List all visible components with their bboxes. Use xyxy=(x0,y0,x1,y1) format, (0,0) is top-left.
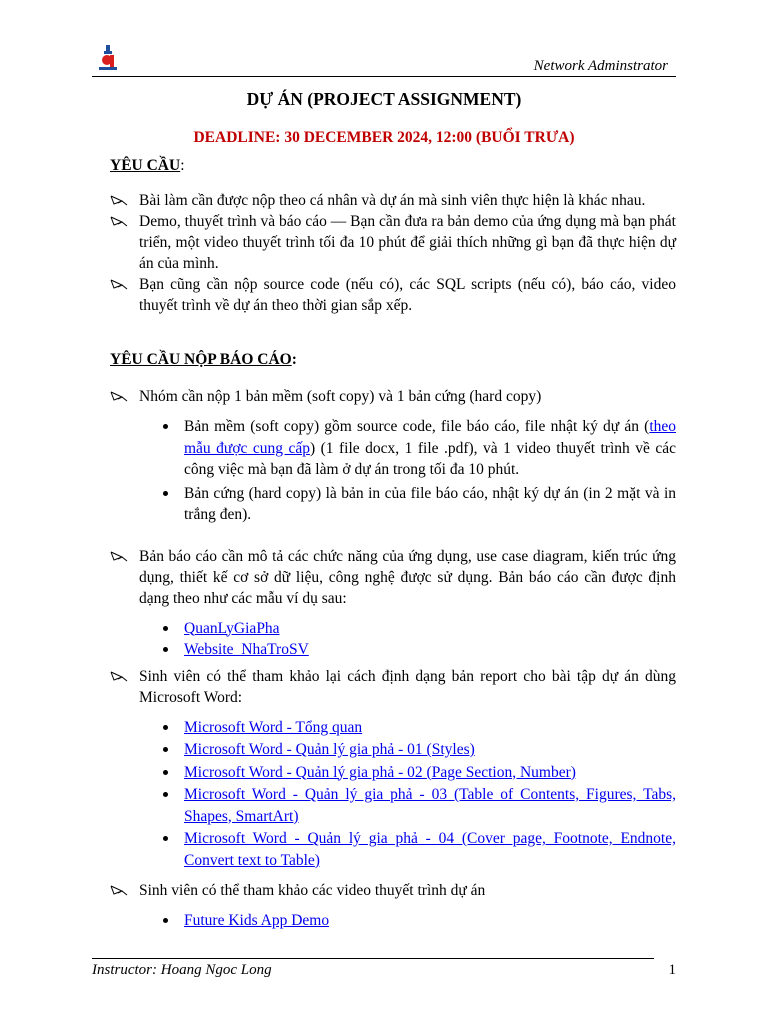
video-links-list xyxy=(110,910,676,932)
section-heading-report xyxy=(110,349,676,371)
heading-colon: : xyxy=(180,157,185,174)
list-item xyxy=(110,784,676,827)
bullet-dot xyxy=(163,491,168,496)
list-item xyxy=(110,880,676,901)
list-item xyxy=(110,211,676,274)
footer-instructor: Instructor: Hoang Ngoc Long xyxy=(92,962,272,978)
hard-copy-text: Bản cứng (hard copy) là bản in của file báo cáo, nhật ký dự án (in 2 mặt và in trắng đen). xyxy=(184,484,676,523)
word-link-overview[interactable]: Microsoft Word - Tổng quan xyxy=(184,718,363,736)
list-item xyxy=(110,546,676,609)
list-item xyxy=(110,762,676,784)
bullet-dot xyxy=(163,725,168,730)
requirements-list xyxy=(110,190,676,316)
page-number: 1 xyxy=(668,962,676,978)
heading-colon: : xyxy=(291,351,297,368)
pointing-hand-icon xyxy=(110,548,128,564)
list-item xyxy=(110,739,676,761)
list-item-text: Bạn cũng cần nộp source code (nếu có), các SQL scripts (nếu có), báo cáo, video thuyết trình về dự án theo thời gian sắp xếp. xyxy=(139,276,676,314)
deadline-text: DEADLINE: 30 DECEMBER 2024, 12:00 (BUỔI TRƯA) xyxy=(193,129,575,146)
list-item-text: Sinh viên có thể tham khảo lại cách định dạng bản report cho bài tập dự án dùng Microsoft Word: xyxy=(139,667,676,706)
list-item-text: Nhóm cần nộp 1 bản mềm (soft copy) và 1 bản cứng (hard copy) xyxy=(139,388,542,405)
bullet-dot xyxy=(163,836,168,841)
bullet-dot xyxy=(163,747,168,752)
section-heading-requirements xyxy=(110,155,676,177)
bullet-dot xyxy=(163,626,168,631)
word-link-cover-page[interactable]: Microsoft Word - Quản lý gia phả - 04 (Cover page, Footnote, Endnote, Convert text to Table) xyxy=(184,830,676,869)
list-item xyxy=(110,386,676,407)
bullet-dot xyxy=(163,792,168,797)
soft-copy-text-end: ) (1 file docx, 1 file .pdf), và 1 video thuyết trình về các công việc mà bạn đã làm ở dự án trong tối đa 10 phút. xyxy=(184,439,676,478)
section-heading-text: YÊU CẦU NỘP BÁO CÁO xyxy=(110,351,292,368)
header-course-name: Network Adminstrator xyxy=(533,58,668,74)
word-link-table-of-contents[interactable]: Microsoft Word - Quản lý gia phả - 03 (Table of Contents, Figures, Tabs, Shapes, SmartArt) xyxy=(184,786,676,825)
report-content-list xyxy=(110,546,676,609)
word-links-list xyxy=(110,717,676,872)
list-item xyxy=(110,828,676,871)
school-logo xyxy=(97,43,119,73)
list-item xyxy=(110,274,676,316)
video-link-future-kids[interactable]: Future Kids App Demo xyxy=(184,912,330,929)
list-item xyxy=(110,190,676,211)
page-title: DỰ ÁN (PROJECT ASSIGNMENT) xyxy=(246,89,522,109)
word-link-page-section[interactable]: Microsoft Word - Quản lý gia phả - 02 (Page Section, Number) xyxy=(184,763,576,781)
word-link-styles[interactable]: Microsoft Word - Quản lý gia phả - 01 (Styles) xyxy=(184,741,475,758)
list-item-text: Demo, thuyết trình và báo cáo — Bạn cần đưa ra bản demo của ứng dụng mà bạn phát triển, một video thuyết trình tối đa 10 phút để giải thích những gì bạn đã thực hiện dự án của mình. xyxy=(139,213,676,272)
header-divider xyxy=(92,76,676,77)
bullet-dot xyxy=(163,918,168,923)
section-heading-text: YÊU CẦU xyxy=(110,157,181,174)
pointing-hand-icon xyxy=(110,388,128,404)
pointing-hand-icon xyxy=(110,668,128,684)
example-links-list xyxy=(110,618,676,661)
pointing-hand-icon xyxy=(110,192,128,208)
list-item xyxy=(110,618,676,640)
list-item-text: Bản báo cáo cần mô tả các chức năng của ứng dụng, use case diagram, kiến trúc ứng dụng, thiết kế cơ sở dữ liệu, công nghệ được sử dụng. Bản báo cáo cần được định dạng theo như các mẫu ví dụ sau: xyxy=(139,547,676,607)
list-item xyxy=(110,666,676,708)
footer-divider xyxy=(92,958,654,959)
pointing-hand-icon xyxy=(110,276,128,292)
bullet-dot xyxy=(163,647,168,652)
list-item xyxy=(110,717,676,739)
list-item-text: Bài làm cần được nộp theo cá nhân và dự án mà sinh viên thực hiện là khác nhau. xyxy=(139,192,646,209)
soft-copy-text: Bản mềm (soft copy) gồm source code, file báo cáo, file nhật ký dự án ( xyxy=(184,418,650,435)
report-requirements-list xyxy=(110,386,676,407)
bullet-dot xyxy=(163,770,168,775)
bullet-dot xyxy=(163,424,168,429)
video-reference-list xyxy=(110,880,676,901)
template-link[interactable]: theo mẫu được cung cấp xyxy=(184,418,676,457)
pointing-hand-icon xyxy=(110,882,128,898)
list-item xyxy=(110,910,676,932)
word-reference-list xyxy=(110,666,676,708)
list-item-text: Sinh viên có thể tham khảo các video thuyết trình dự án xyxy=(139,882,486,899)
example-link-quanlygiapha[interactable]: QuanLyGiaPha xyxy=(184,619,280,637)
document-body xyxy=(110,155,676,932)
list-item xyxy=(110,416,676,481)
list-item xyxy=(110,639,676,661)
copy-types-list xyxy=(110,416,676,526)
list-item xyxy=(110,483,676,526)
pointing-hand-icon xyxy=(110,213,128,229)
example-link-website-nhatrosv[interactable]: Website_NhaTroSV xyxy=(184,641,309,658)
